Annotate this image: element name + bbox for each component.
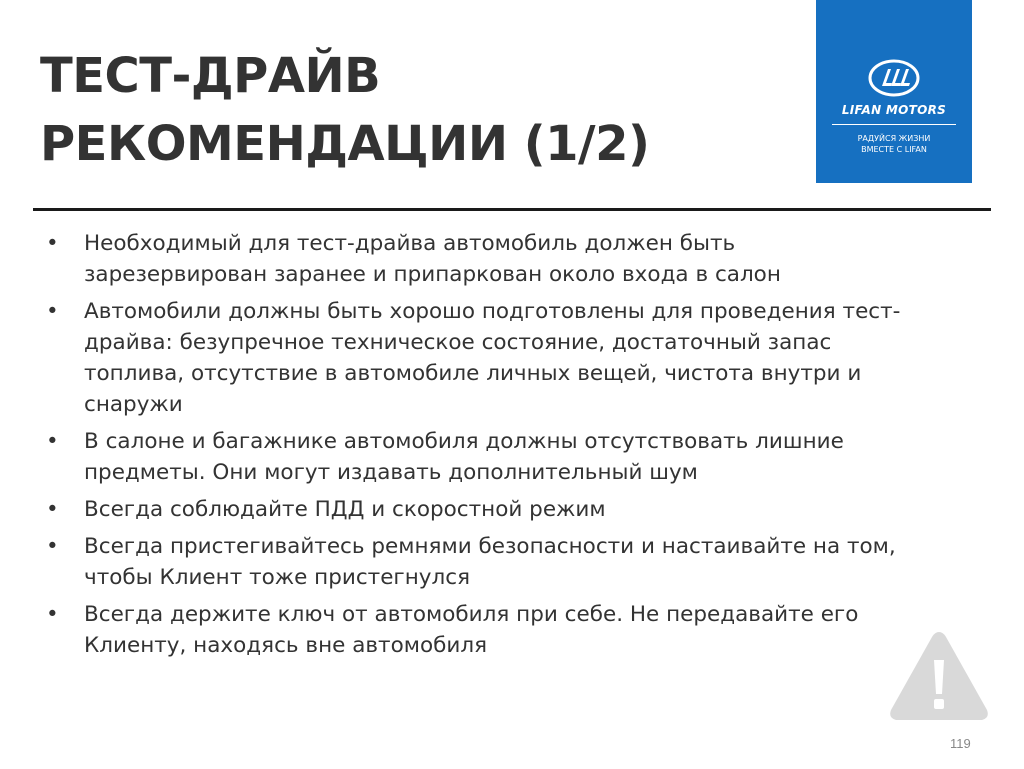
lifan-motors-logo	[816, 0, 972, 183]
bullet-text-line: драйва: безупречное техническое состояние, достаточный запас	[84, 330, 832, 355]
lifan-emblem-icon	[868, 58, 920, 98]
bullet-text-line: В салоне и багажнике автомобиля должны отсутствовать лишние	[84, 429, 844, 454]
list-item	[46, 296, 966, 420]
bullet-dot: •	[46, 299, 59, 324]
title-line-1: ТЕСТ-ДРАЙВ	[40, 48, 381, 104]
logo-brand-text: LIFAN MOTORS	[841, 103, 947, 117]
title-divider	[33, 208, 991, 211]
bullet-text-line: предметы. Они могут издавать дополнительный шум	[84, 460, 698, 485]
bullet-list	[46, 228, 966, 667]
bullet-text-line: чтобы Клиент тоже пристегнулся	[84, 565, 471, 590]
page-number: 119	[950, 736, 971, 751]
list-item	[46, 531, 966, 593]
bullet-text-line: Всегда соблюдайте ПДД и скоростной режим	[84, 497, 606, 522]
slide-title	[40, 42, 800, 178]
list-item	[46, 599, 966, 661]
bullet-text-line: Необходимый для тест-драйва автомобиль должен быть	[84, 231, 736, 256]
logo-divider	[832, 124, 956, 125]
bullet-text-line: топлива, отсутствие в автомобиле личных вещей, чистота внутри и	[84, 361, 862, 386]
bullet-text-line: Всегда держите ключ от автомобиля при себе. Не передавайте его	[84, 602, 859, 627]
bullet-dot: •	[46, 534, 59, 559]
bullet-text-line: Всегда пристегивайтесь ремнями безопасности и настаивайте на том,	[84, 534, 896, 559]
bullet-text-line: зарезервирован заранее и припаркован около входа в салон	[84, 262, 781, 287]
bullet-dot: •	[46, 429, 59, 454]
bullet-text-line: Клиенту, находясь вне автомобиля	[84, 633, 488, 658]
title-line-2: РЕКОМЕНДАЦИИ (1/2)	[40, 116, 650, 172]
list-item	[46, 228, 966, 290]
logo-slogan-line-1: РАДУЙСЯ ЖИЗНИ	[857, 134, 931, 143]
list-item	[46, 426, 966, 488]
bullet-dot: •	[46, 602, 59, 627]
list-item	[46, 494, 966, 525]
bullet-dot: •	[46, 497, 59, 522]
bullet-text-line: снаружи	[84, 392, 183, 417]
logo-slogan	[816, 133, 972, 155]
bullet-text-line: Автомобили должны быть хорошо подготовлены для проведения тест-	[84, 299, 901, 324]
bullet-dot: •	[46, 231, 59, 256]
warning-triangle-icon	[886, 628, 992, 724]
logo-slogan-line-2: ВМЕСТЕ С LIFAN	[861, 145, 927, 154]
